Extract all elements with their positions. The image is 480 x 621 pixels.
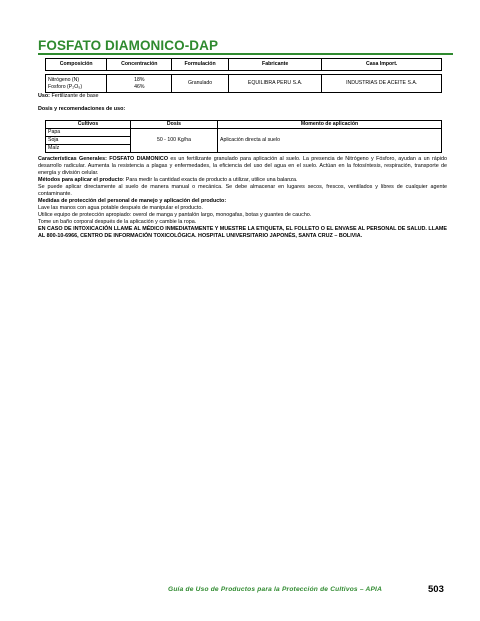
uso-value: Fertilizante de base	[51, 93, 99, 99]
dose-table	[45, 120, 442, 153]
metodos-text: : Para medir la cantidad exacta de producto a utilizar, utilice una balanza.	[122, 177, 298, 183]
cell-dosis: 50 - 100 Kg/ha	[131, 129, 218, 153]
crop-soja: Soja	[46, 137, 131, 145]
page-title: FOSFATO DIAMONICO-DAP	[38, 38, 219, 53]
header-composicion: Composición	[46, 59, 107, 71]
paragraph-lavado: Lave las manos con agua potable después de manipular el producto.	[38, 205, 203, 211]
uso-label: Uso:	[38, 93, 50, 99]
cell-casa-import: INDUSTRIAS DE ACEITE S.A.	[322, 75, 442, 93]
header-formulacion: Formulación	[172, 59, 229, 71]
caracteristicas-label: Características Generales: FOSFATO DIAMONICO	[38, 156, 169, 162]
header-dosis: Dosis	[131, 121, 218, 129]
header-cultivos: Cultivos	[46, 121, 131, 129]
paragraph-emergencia: EN CASO DE INTOXICACIÓN LLAME AL MÉDICO INMEDIATAMENTE Y MUESTRE LA ETIQUETA, EL FOLLETO O EL ENVASE AL PERSONAL DE SALUD. LLAME AL 800-10-6966, CENTRO DE INFORMACIÓN TOXICOLÓGICA. HOSPITAL UNIVERSITARIO JAPONÉS, SANTA CRUZ – BOLIVIA.	[38, 226, 447, 239]
composicion-line-2: Fosforo (P₂O₅)	[48, 83, 83, 90]
concentracion-line-1: 18%	[134, 77, 145, 83]
uso-line	[38, 93, 99, 99]
paragraph-aplicacion: Se puede aplicar directamente al suelo de manera manual o mecánica. Se debe almacenar en lugares secos, frescos, ventilados y libres de cualquier agente contaminante.	[38, 184, 447, 197]
paragraph-medidas-heading: Medidas de protección del personal de manejo y aplicación del producto:	[38, 198, 227, 204]
table-header-row	[46, 121, 442, 129]
header-fabricante: Fabricante	[228, 59, 321, 71]
crop-papa: Papa	[46, 129, 131, 137]
table-header-row	[46, 59, 442, 71]
composicion-line-1: Nitrógeno (N)	[48, 77, 80, 83]
paragraph-metodos	[38, 177, 447, 184]
cell-momento: Aplicación directa al suelo	[218, 129, 442, 153]
title-divider	[38, 53, 453, 55]
caracteristicas-text: es un fertilizante granulado para aplicación al suelo. La presencia de Nitrógeno y Fósforo, ayudan a un rápido desarrollo radicular. Aumenta la resistencia a plagas y enfermedades, la eficiencia del uso del agua en el suelo. Actúan en la fotosíntesis, respiración, transporte de energía y división celular.	[38, 156, 447, 176]
page-number: 503	[428, 584, 444, 595]
header-momento: Momento de aplicación	[218, 121, 442, 129]
paragraph-bano: Tome un baño corporal después de la aplicación y cambie la ropa.	[38, 219, 197, 225]
table-row	[46, 129, 442, 137]
paragraph-equipo: Utilice equipo de protección apropiado: overol de manga y pantalón largo, monogafas, botas y guantes de caucho.	[38, 212, 312, 218]
table-row	[46, 75, 442, 93]
concentracion-line-2: 46%	[134, 83, 145, 90]
header-casa-import: Casa Import.	[322, 59, 442, 71]
cell-concentracion	[107, 75, 172, 93]
footer-guide-title: Guía de Uso de Productos para la Protección de Cultivos – APIA	[168, 586, 383, 593]
composition-table	[45, 58, 442, 93]
paragraph-caracteristicas	[38, 156, 447, 177]
cell-formulacion: Granulado	[172, 75, 229, 93]
metodos-label: Métodos para aplicar el producto	[38, 177, 123, 183]
cell-fabricante: EQUILIBRA PERU S.A.	[228, 75, 321, 93]
crop-maiz: Maíz	[46, 145, 131, 153]
cell-composicion	[46, 75, 107, 93]
body-text	[38, 156, 447, 240]
header-concentracion: Concentración	[107, 59, 172, 71]
dosis-heading: Dosis y recomendaciones de uso:	[38, 106, 126, 112]
